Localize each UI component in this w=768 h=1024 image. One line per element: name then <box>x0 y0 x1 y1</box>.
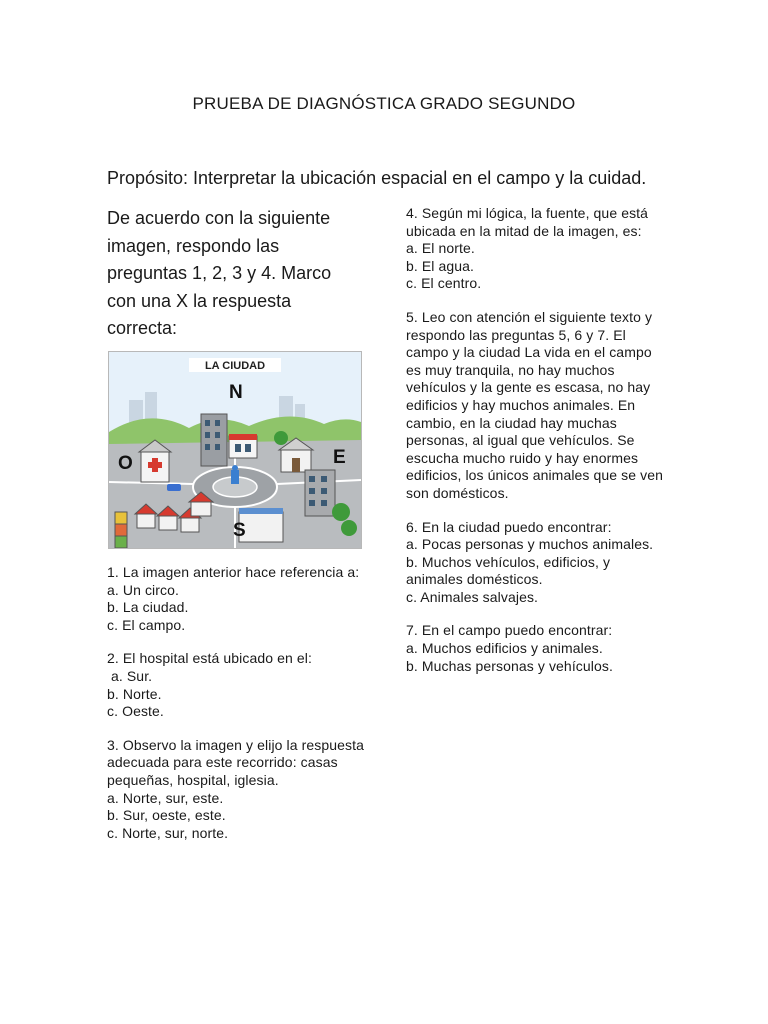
answer-option: b. El agua. <box>406 257 475 274</box>
page-title: PRUEBA DE DIAGNÓSTICA GRADO SEGUNDO <box>192 94 576 113</box>
answer-option: a. Un circo. <box>107 581 179 598</box>
answer-option: a. Norte, sur, este. <box>107 789 224 806</box>
question-text: 2. El hospital está ubicado en el: <box>107 650 312 667</box>
answer-option: c. Norte, sur, norte. <box>107 824 229 841</box>
question-text: 3. Observo la imagen y elijo la respuesta adecuada para este recorrido: casas pequeñas, hospital, iglesia. <box>107 736 365 788</box>
answer-option: a. Sur. <box>111 667 153 684</box>
answer-option: b. La ciudad. <box>107 599 189 616</box>
figure-label: LA CIUDAD <box>204 360 266 372</box>
reading-passage: 5. Leo con atención el siguiente texto y respondo las preguntas 5, 6 y 7. El campo y la ciudad La vida en el campo es muy tranquila, no hay muchos vehículos y la gente es escasa, no hay edificios y hay muchos animales. En cambio, en la ciudad hay muchas personas, al igual que vehículos. Se escucha mucho ruido y hay enormes edificios, los únicos animales que se ven son domésticos. <box>406 308 664 501</box>
question-1 <box>107 564 369 634</box>
question-7 <box>406 622 668 675</box>
question-6 <box>406 519 668 607</box>
answer-option: a. Muchos edificios y animales. <box>406 640 603 657</box>
answer-option: a. Pocas personas y muchos animales. <box>406 536 654 553</box>
questions-left-column <box>107 564 369 858</box>
answer-option: c. Animales salvajes. <box>406 588 539 605</box>
question-text: 4. Según mi lógica, la fuente, que está ubicada en la mitad de la imagen, es: <box>406 205 649 239</box>
answer-option: b. Norte. <box>107 685 162 702</box>
purpose-statement: Propósito: Interpretar la ubicación espacial en el campo y la cuidad. <box>107 168 647 188</box>
question-text: 7. En el campo puedo encontrar: <box>406 622 613 639</box>
answer-option: b. Sur, oeste, este. <box>107 807 226 824</box>
answer-option: b. Muchos vehículos, edificios, y animales domésticos. <box>406 553 611 588</box>
answer-option: b. Muchas personas y vehículos. <box>406 657 613 674</box>
answer-option: a. El norte. <box>406 240 475 257</box>
question-3 <box>107 737 369 843</box>
city-illustration <box>108 351 362 549</box>
instructions-paragraph: De acuerdo con la siguiente imagen, respondo las preguntas 1, 2, 3 y 4. Marco con una X la respuesta correcta: <box>107 208 332 338</box>
compass-north: N <box>229 382 243 403</box>
question-5 <box>406 309 668 503</box>
answer-option: c. Oeste. <box>107 703 164 720</box>
question-text: 1. La imagen anterior hace referencia a: <box>107 564 360 580</box>
question-2 <box>107 650 369 720</box>
answer-option: c. El campo. <box>107 616 186 633</box>
compass-west: O <box>118 453 133 474</box>
answer-option: c. El centro. <box>406 275 482 292</box>
compass-east: E <box>333 447 346 468</box>
compass-south: S <box>233 520 246 541</box>
questions-right-column <box>406 205 668 691</box>
question-4 <box>406 205 668 293</box>
question-text: 6. En la ciudad puedo encontrar: <box>406 518 612 535</box>
